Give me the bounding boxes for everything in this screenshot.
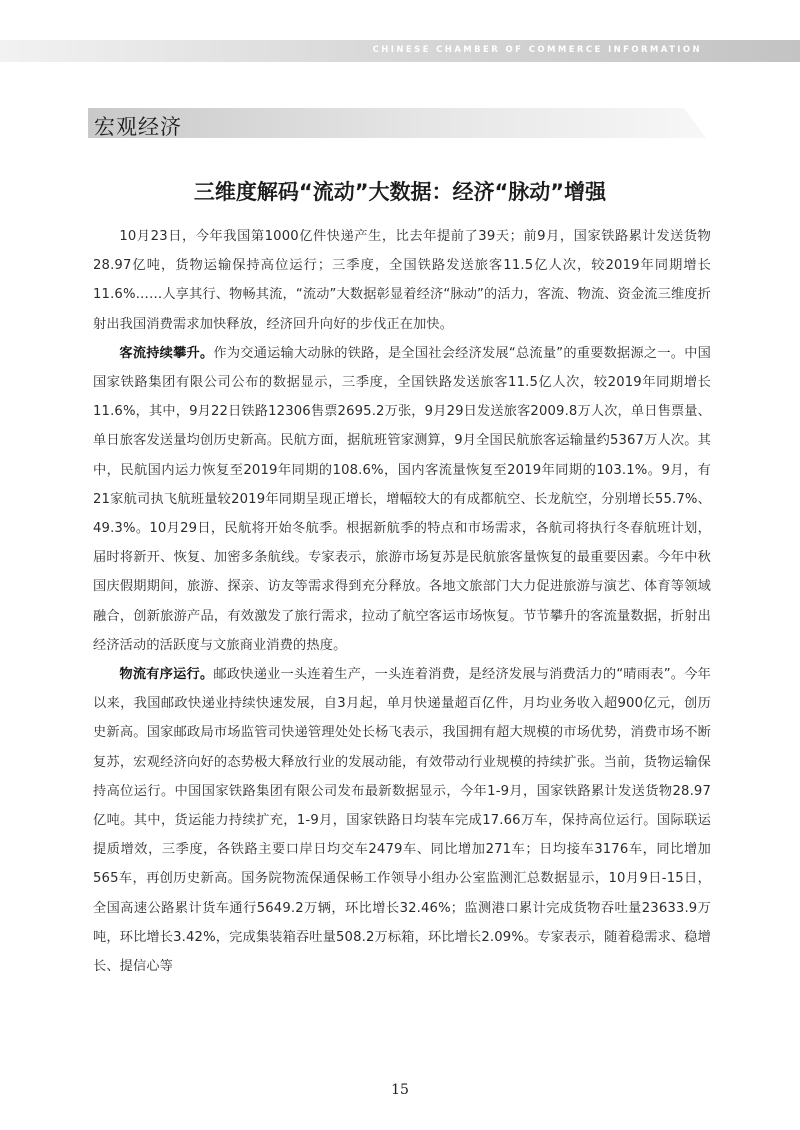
paragraph-text: 10月23日，今年我国第1000亿件快递产生，比去年提前了39天；前9月，国家铁路累计发送货物28.97亿吨，货物运输保持高位运行；三季度，全国铁路发送旅客11.5亿人次，较2019年同期增长11.6%……人享其行、物畅其流，“流动”大数据彰显着经济“脉动”的活力，客流、物流、资金流三维度折射出我国消费需求加快释放，经济回升向好的步伐正在加快。	[93, 229, 711, 332]
paragraph-lead: 客流持续攀升。	[119, 345, 214, 361]
paragraph-logistics	[93, 660, 711, 981]
article-body	[93, 222, 711, 981]
paragraph-passenger-flow	[93, 339, 711, 660]
paragraph-lead: 物流有序运行。	[119, 667, 214, 683]
section-label: 宏观经济	[94, 115, 182, 139]
page-number: 15	[391, 1082, 409, 1098]
paragraph-text: 邮政快递业一头连着生产，一头连着消费，是经济发展与消费活力的“晴雨表”。今年以来，我国邮政快递业持续快速发展，自3月起，单月快递量超百亿件，月均业务收入超900亿元，创历史新高。国家邮政局市场监管司快递管理处处长杨飞表示，我国拥有超大规模的市场优势，消费市场不断复苏，宏观经济向好的态势极大释放行业的发展动能，有效带动行业规模的持续扩张。当前，货物运输保持高位运行。中国国家铁路集团有限公司发布最新数据显示，今年1-9月，国家铁路累计发送货物28.97亿吨。其中，货运能力持续扩充，1-9月，国家铁路日均装车完成17.66万车，保持高位运行。国际联运提质增效，三季度，各铁路主要口岸日均交车2479车、同比增加271车；日均接车3176车，同比增加565车，再创历史新高。国务院物流保通保畅工作领导小组办公室监测汇总数据显示，10月9日-15日，全国高速公路累计货车通行5649.2万辆，环比增长32.46%；监测港口累计完成货物吞吐量23633.9万吨，环比增长3.42%，完成集装箱吞吐量508.2万标箱，环比增长2.09%。专家表示，随着稳需求、稳增长、提信心等	[93, 667, 711, 975]
publication-name: CHINESE CHAMBER OF COMMERCE INFORMATION	[372, 45, 702, 55]
paragraph-intro	[93, 222, 711, 339]
paragraph-text: 作为交通运输大动脉的铁路，是全国社会经济发展“总流量”的重要数据源之一。中国国家铁路集团有限公司公布的数据显示，三季度，全国铁路发送旅客11.5亿人次，较2019年同期增长11.6%，其中，9月22日铁路12306售票2695.2万张，9月29日发送旅客2009.8万人次，单日售票量、单日旅客发送量均创历史新高。民航方面，据航班管家测算，9月全国民航旅客运输量约5367万人次。其中，民航国内运力恢复至2019年同期的108.6%，国内客流量恢复至2019年同期的103.1%。9月，有21家航司执飞航班量较2019年同期呈现正增长，增幅较大的有成都航空、长龙航空，分别增长55.7%、49.3%。10月29日，民航将开始冬航季。根据新航季的特点和市场需求，各航司将执行冬春航班计划，届时将新开、恢复、加密多条航线。专家表示，旅游市场复苏是民航旅客量恢复的最重要因素。今年中秋国庆假期期间，旅游、探亲、访友等需求得到充分释放。各地文旅部门大力促进旅游与演艺、体育等领域融合，创新旅游产品，有效激发了旅行需求，拉动了航空客运市场恢复。节节攀升的客流量数据，折射出经济活动的活跃度与文旅商业消费的热度。	[93, 345, 711, 653]
article-title: 三维度解码“流动”大数据：经济“脉动”增强	[193, 180, 607, 204]
